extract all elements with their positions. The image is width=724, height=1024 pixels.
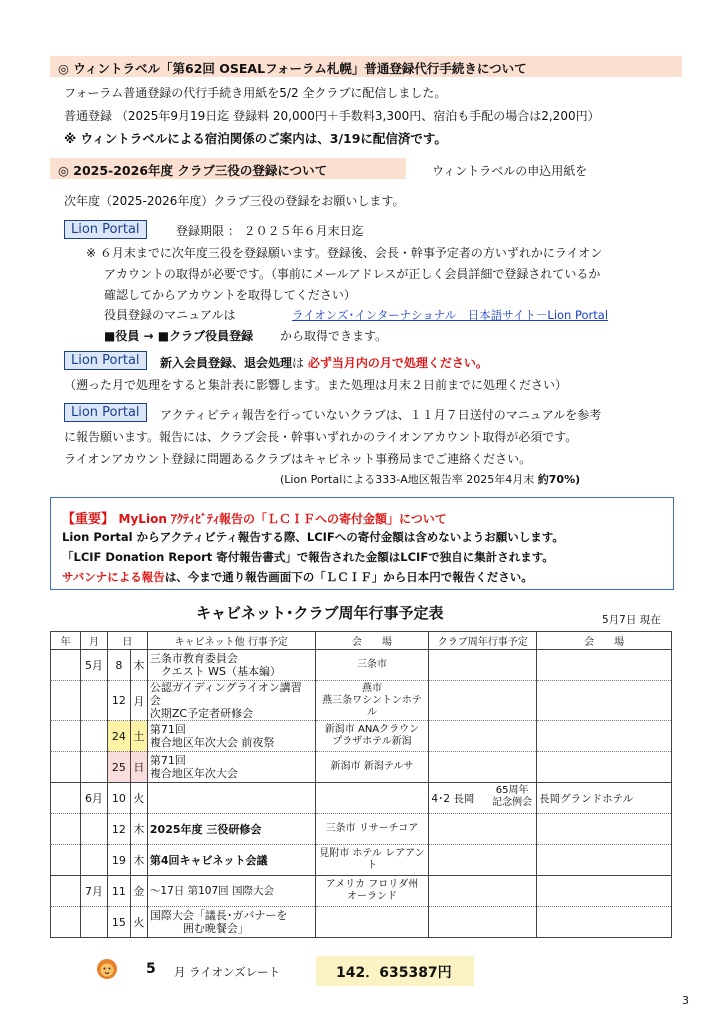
- member-processing-note: （遡った月で処理をすると集計表に影響します。また処理は月末２日前までに処理ください）: [64, 378, 568, 392]
- schedule-title: キャビネット･クラブ周年行事予定表: [196, 604, 444, 622]
- header-club-venue: 会 場: [537, 632, 672, 650]
- notice-line3-rest: は、今まで通り報告画面下の「ＬＣＩＦ」から日本円で報告ください。: [164, 570, 533, 584]
- page-number: 3: [682, 994, 689, 1007]
- rate-month: 5: [146, 961, 156, 977]
- notice-title-prefix: 【重要】: [62, 512, 115, 527]
- weekday-cell: 火: [130, 783, 147, 814]
- month-cell: [80, 752, 107, 783]
- month-cell: 6月: [80, 783, 107, 814]
- year-cell: [51, 783, 81, 814]
- schedule-row: [51, 845, 672, 876]
- registration-deadline: 登録期限 ： ２０２５年６月末日迄: [176, 224, 364, 238]
- activity-line3: ライオンアカウント登録に問題あるクラブはキャビネット事務局までご連絡ください。: [64, 452, 532, 466]
- club-venue-cell: [537, 752, 672, 783]
- venue-cell: 新潟市 ANAクラウン プラザホテル新潟: [315, 721, 429, 752]
- day-cell: 12: [107, 681, 130, 721]
- section1-line1: フォーラム普通登録の代行手続き用紙を5/2 全クラブに配信しました。: [64, 86, 447, 100]
- manual-label: 役員登録のマニュアルは: [104, 308, 236, 322]
- day-cell: 15: [107, 907, 130, 938]
- section2-intro: 次年度（2025-2026年度）クラブ三役の登録をお願いします。: [64, 194, 405, 208]
- month-cell: [80, 845, 107, 876]
- club-event-cell: [429, 721, 537, 752]
- member-processing-line: [160, 354, 488, 371]
- note-line3: 確認してからアカウントを取得してください）: [104, 288, 356, 302]
- day-cell: 8: [107, 650, 130, 681]
- year-cell: [51, 845, 81, 876]
- report-rate-line: [280, 471, 580, 487]
- club-event-cell: [429, 907, 537, 938]
- schedule-as-of: 5月7日 現在: [602, 614, 661, 626]
- venue-cell: [315, 783, 429, 814]
- year-cell: [51, 876, 81, 907]
- venue-cell: 燕市 燕三条ワシントンホテル: [315, 681, 429, 721]
- club-event-cell: [429, 876, 537, 907]
- month-cell: 5月: [80, 650, 107, 681]
- club-event-cell: [429, 752, 537, 783]
- schedule-row: [51, 650, 672, 681]
- section1-line3: ※ ウィントラベルによる宿泊関係のご案内は、3/19に配信済です。: [64, 131, 447, 146]
- year-cell: [51, 721, 81, 752]
- club-venue-cell: [537, 814, 672, 845]
- cabinet-event-cell: 公認ガイディングライオン講習会 次期ZC予定者研修会: [147, 681, 315, 721]
- cabinet-event-cell: 2025年度 三役研修会: [147, 814, 315, 845]
- lion-portal-link[interactable]: ライオンズ･インターナショナル 日本語サイト－Lion Portal: [292, 308, 609, 322]
- lion-portal-badge-2: Lion Portal: [64, 351, 147, 370]
- section1-line2: 普通登録 （2025年9月19日迄 登録料 20,000円＋手数料3,300円、宿泊も手配の場合は2,200円）: [64, 109, 600, 123]
- member-processing-bold: 新入会員登録、退会処理: [160, 356, 293, 370]
- month-cell: [80, 681, 107, 721]
- header-year: 年: [51, 632, 81, 650]
- header-venue: 会 場: [315, 632, 429, 650]
- cabinet-event-cell: 第4回キャビネット会議: [147, 845, 315, 876]
- month-cell: [80, 907, 107, 938]
- club-venue-cell: [537, 721, 672, 752]
- member-processing-wa: は: [292, 356, 305, 370]
- notice-line2: 「LCIF Donation Report 寄付報告書式」で報告された金額はLCIFで独自に集計されます。: [62, 550, 554, 564]
- weekday-cell: 月: [130, 681, 147, 721]
- club-event-cell: [429, 783, 537, 814]
- month-cell: [80, 814, 107, 845]
- member-processing-red: 必ず当月内の月で処理ください。: [307, 356, 488, 370]
- note-line2: アカウントの取得が必要です。（事前にメールアドレスが正しく会員詳細で登録されているか: [104, 267, 601, 281]
- day-cell: 11: [107, 876, 130, 907]
- schedule-row: [51, 721, 672, 752]
- activity-line1: アクティビティ報告を行っていないクラブは、１１月７日送付のマニュアルを参考: [160, 408, 602, 422]
- year-cell: [51, 650, 81, 681]
- weekday-cell: 木: [130, 845, 147, 876]
- report-rate-text: (Lion Portalによる333-A地区報告率 2025年4月末: [280, 473, 538, 486]
- schedule-row: [51, 752, 672, 783]
- header-club-event: クラブ周年行事予定: [429, 632, 537, 650]
- club-event-cell: [429, 650, 537, 681]
- lion-mascot-icon: [96, 958, 118, 980]
- year-cell: [51, 814, 81, 845]
- venue-cell: 三条市: [315, 650, 429, 681]
- club-venue-cell: [537, 681, 672, 721]
- month-cell: 7月: [80, 876, 107, 907]
- schedule-row: [51, 783, 672, 814]
- venue-cell: 見附市 ホテル レアアント: [315, 845, 429, 876]
- schedule-header-row: [51, 632, 672, 650]
- report-rate-value: 約70%): [537, 473, 581, 486]
- club-event-cell: [429, 681, 537, 721]
- club-event-cell: [429, 845, 537, 876]
- club-event-name: 4･2 長岡: [431, 792, 475, 805]
- day-cell: 24: [107, 721, 130, 752]
- club-venue-cell: 長岡グランドホテル: [537, 783, 672, 814]
- section1-heading: ◎ ウィントラベル「第62回 OSEALフォーラム札幌」普通登録代行手続きについて: [58, 61, 527, 76]
- cabinet-event-cell: 国際大会「議長･ガバナーを 囲む晩餐会」: [147, 907, 315, 938]
- year-cell: [51, 752, 81, 783]
- day-cell: 19: [107, 845, 130, 876]
- rate-value: 142．635387円: [336, 965, 452, 981]
- weekday-cell: 金: [130, 876, 147, 907]
- day-cell: 25: [107, 752, 130, 783]
- cabinet-event-cell: 三条市教育委員会 クエスト WS（基本編）: [147, 650, 315, 681]
- club-venue-cell: [537, 907, 672, 938]
- month-cell: [80, 721, 107, 752]
- cabinet-event-cell: [147, 783, 315, 814]
- club-venue-cell: [537, 876, 672, 907]
- venue-cell: [315, 907, 429, 938]
- navigation-path: ■役員 → ■クラブ役員登録: [104, 329, 254, 343]
- schedule-row: [51, 814, 672, 845]
- cabinet-event-cell: ～17日 第107回 国際大会: [147, 876, 315, 907]
- weekday-cell: 土: [130, 721, 147, 752]
- year-cell: [51, 681, 81, 721]
- venue-cell: 三条市 リサーチコア: [315, 814, 429, 845]
- weekday-cell: 日: [130, 752, 147, 783]
- venue-cell: アメリカ フロリダ州 オーランド: [315, 876, 429, 907]
- day-cell: 10: [107, 783, 130, 814]
- notice-line3-red: サバンナによる報告: [62, 570, 165, 584]
- weekday-cell: 火: [130, 907, 147, 938]
- schedule-row: [51, 876, 672, 907]
- section2-heading: ◎ 2025-2026年度 クラブ三役の登録について: [58, 163, 328, 178]
- navigation-suffix: から取得できます。: [280, 329, 388, 343]
- header-month: 月: [80, 632, 107, 650]
- club-event-cell: [429, 814, 537, 845]
- year-cell: [51, 907, 81, 938]
- cabinet-event-cell: 第71回 複合地区年次大会 前夜祭: [147, 721, 315, 752]
- schedule-row: [51, 681, 672, 721]
- notice-line3: [62, 569, 533, 585]
- activity-line2: に報告願います。報告には、クラブ会長・幹事いずれかのライオンアカウント取得が必須です。: [64, 430, 578, 444]
- note-line1: ※ ６月末までに次年度三役を登録願います。登録後、会長・幹事予定者の方いずれかにライオン: [86, 246, 603, 260]
- club-venue-cell: [537, 650, 672, 681]
- header-day: 日: [107, 632, 147, 650]
- section2-side-note: ウィントラベルの申込用紙を: [432, 164, 588, 178]
- rate-label: 月 ライオンズレート: [174, 965, 281, 979]
- day-cell: 12: [107, 814, 130, 845]
- weekday-cell: 木: [130, 650, 147, 681]
- venue-cell: 新潟市 新潟テルサ: [315, 752, 429, 783]
- lion-portal-badge-3: Lion Portal: [64, 403, 147, 422]
- club-venue-cell: [537, 845, 672, 876]
- notice-line1: Lion Portal からアクティビティ報告する際、LCIFへの寄付金額は含めないようお願いします。: [62, 530, 564, 544]
- schedule-table: [50, 631, 672, 938]
- notice-title-body: MyLion ｱｸﾃｨﾋﾞﾃｨ報告の「ＬＣＩＦへの寄付金額」について: [118, 512, 447, 526]
- weekday-cell: 木: [130, 814, 147, 845]
- lion-portal-badge-1: Lion Portal: [64, 220, 147, 239]
- club-event-note: 65周年 記念例会: [492, 785, 533, 808]
- cabinet-event-cell: 第71回 複合地区年次大会: [147, 752, 315, 783]
- schedule-row: [51, 907, 672, 938]
- header-cabinet-event: キャビネット他 行事予定: [147, 632, 315, 650]
- notice-title: [62, 508, 447, 527]
